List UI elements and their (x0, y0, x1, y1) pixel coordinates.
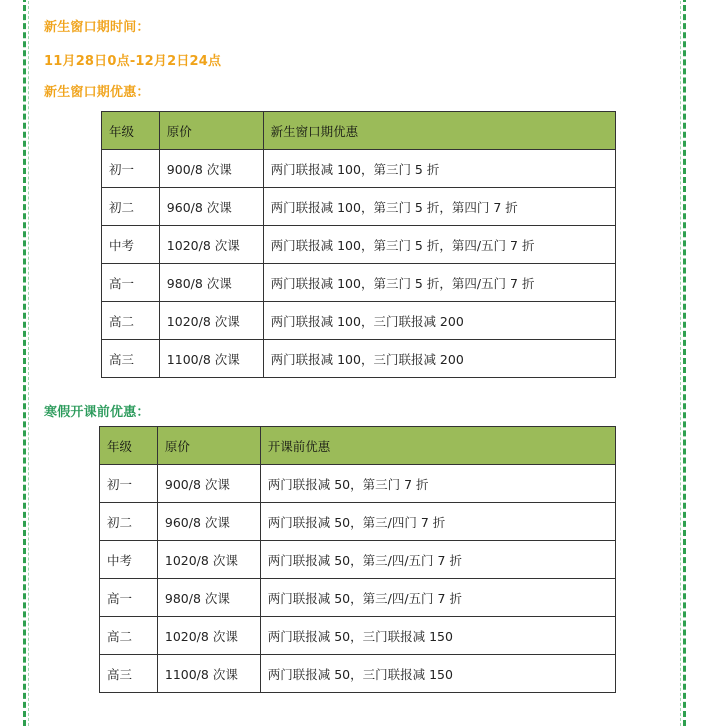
cell-grade: 高三 (102, 340, 160, 378)
winter-precourse-offer-table (99, 426, 616, 693)
table-row (102, 302, 616, 340)
new-student-window-time-label: 新生窗口期时间： (44, 20, 150, 35)
cell-offer: 两门联报减 100，第三门 5 折，第四/五门 7 折 (263, 264, 615, 302)
cell-grade: 初一 (100, 465, 158, 503)
cell-offer: 两门联报减 50，第三/四门 7 折 (260, 503, 615, 541)
cell-price: 980/8 次课 (157, 579, 260, 617)
cell-price: 900/8 次课 (157, 465, 260, 503)
header-offer: 新生窗口期优惠 (263, 112, 615, 150)
cell-offer: 两门联报减 50，第三门 7 折 (260, 465, 615, 503)
header-price: 原价 (159, 112, 263, 150)
new-student-offer-table (101, 111, 616, 378)
header-grade: 年级 (102, 112, 160, 150)
cell-offer: 两门联报减 100，第三门 5 折，第四门 7 折 (263, 188, 615, 226)
cell-grade: 高二 (100, 617, 158, 655)
table-row (100, 541, 616, 579)
cell-price: 1100/8 次课 (159, 340, 263, 378)
cell-offer: 两门联报减 100，三门联报减 200 (263, 340, 615, 378)
cell-offer: 两门联报减 100，第三门 5 折 (263, 150, 615, 188)
cell-price: 1020/8 次课 (159, 226, 263, 264)
cell-price: 960/8 次课 (159, 188, 263, 226)
table-header-row (100, 427, 616, 465)
cell-price: 1020/8 次课 (157, 617, 260, 655)
cell-price: 1100/8 次课 (157, 655, 260, 693)
cell-price: 1020/8 次课 (157, 541, 260, 579)
cell-grade: 高三 (100, 655, 158, 693)
cell-price: 960/8 次课 (157, 503, 260, 541)
table-row (100, 503, 616, 541)
cell-grade: 高一 (102, 264, 160, 302)
cell-offer: 两门联报减 100，三门联报减 200 (263, 302, 615, 340)
cell-grade: 初一 (102, 150, 160, 188)
table-row (102, 264, 616, 302)
cell-offer: 两门联报减 50，三门联报减 150 (260, 617, 615, 655)
new-student-window-time-value: 11月28日0点-12月2日24点 (44, 54, 222, 69)
header-offer: 开课前优惠 (260, 427, 615, 465)
table-row (100, 617, 616, 655)
header-price: 原价 (157, 427, 260, 465)
cell-grade: 中考 (100, 541, 158, 579)
cell-grade: 初二 (100, 503, 158, 541)
table-row (100, 465, 616, 503)
cell-price: 900/8 次课 (159, 150, 263, 188)
table-row (100, 655, 616, 693)
cell-grade: 高一 (100, 579, 158, 617)
cell-grade: 初二 (102, 188, 160, 226)
table-row (102, 340, 616, 378)
cell-grade: 中考 (102, 226, 160, 264)
cell-offer: 两门联报减 50，第三/四/五门 7 折 (260, 579, 615, 617)
table-row (102, 150, 616, 188)
cell-grade: 高二 (102, 302, 160, 340)
cell-price: 1020/8 次课 (159, 302, 263, 340)
cell-price: 980/8 次课 (159, 264, 263, 302)
table-row (102, 226, 616, 264)
cell-offer: 两门联报减 100，第三门 5 折，第四/五门 7 折 (263, 226, 615, 264)
header-grade: 年级 (100, 427, 158, 465)
new-student-offer-label: 新生窗口期优惠： (44, 85, 150, 100)
winter-precourse-offer-label: 寒假开课前优惠： (44, 405, 150, 420)
cell-offer: 两门联报减 50，三门联报减 150 (260, 655, 615, 693)
cell-offer: 两门联报减 50，第三/四/五门 7 折 (260, 541, 615, 579)
table-header-row (102, 112, 616, 150)
table-row (100, 579, 616, 617)
table-row (102, 188, 616, 226)
